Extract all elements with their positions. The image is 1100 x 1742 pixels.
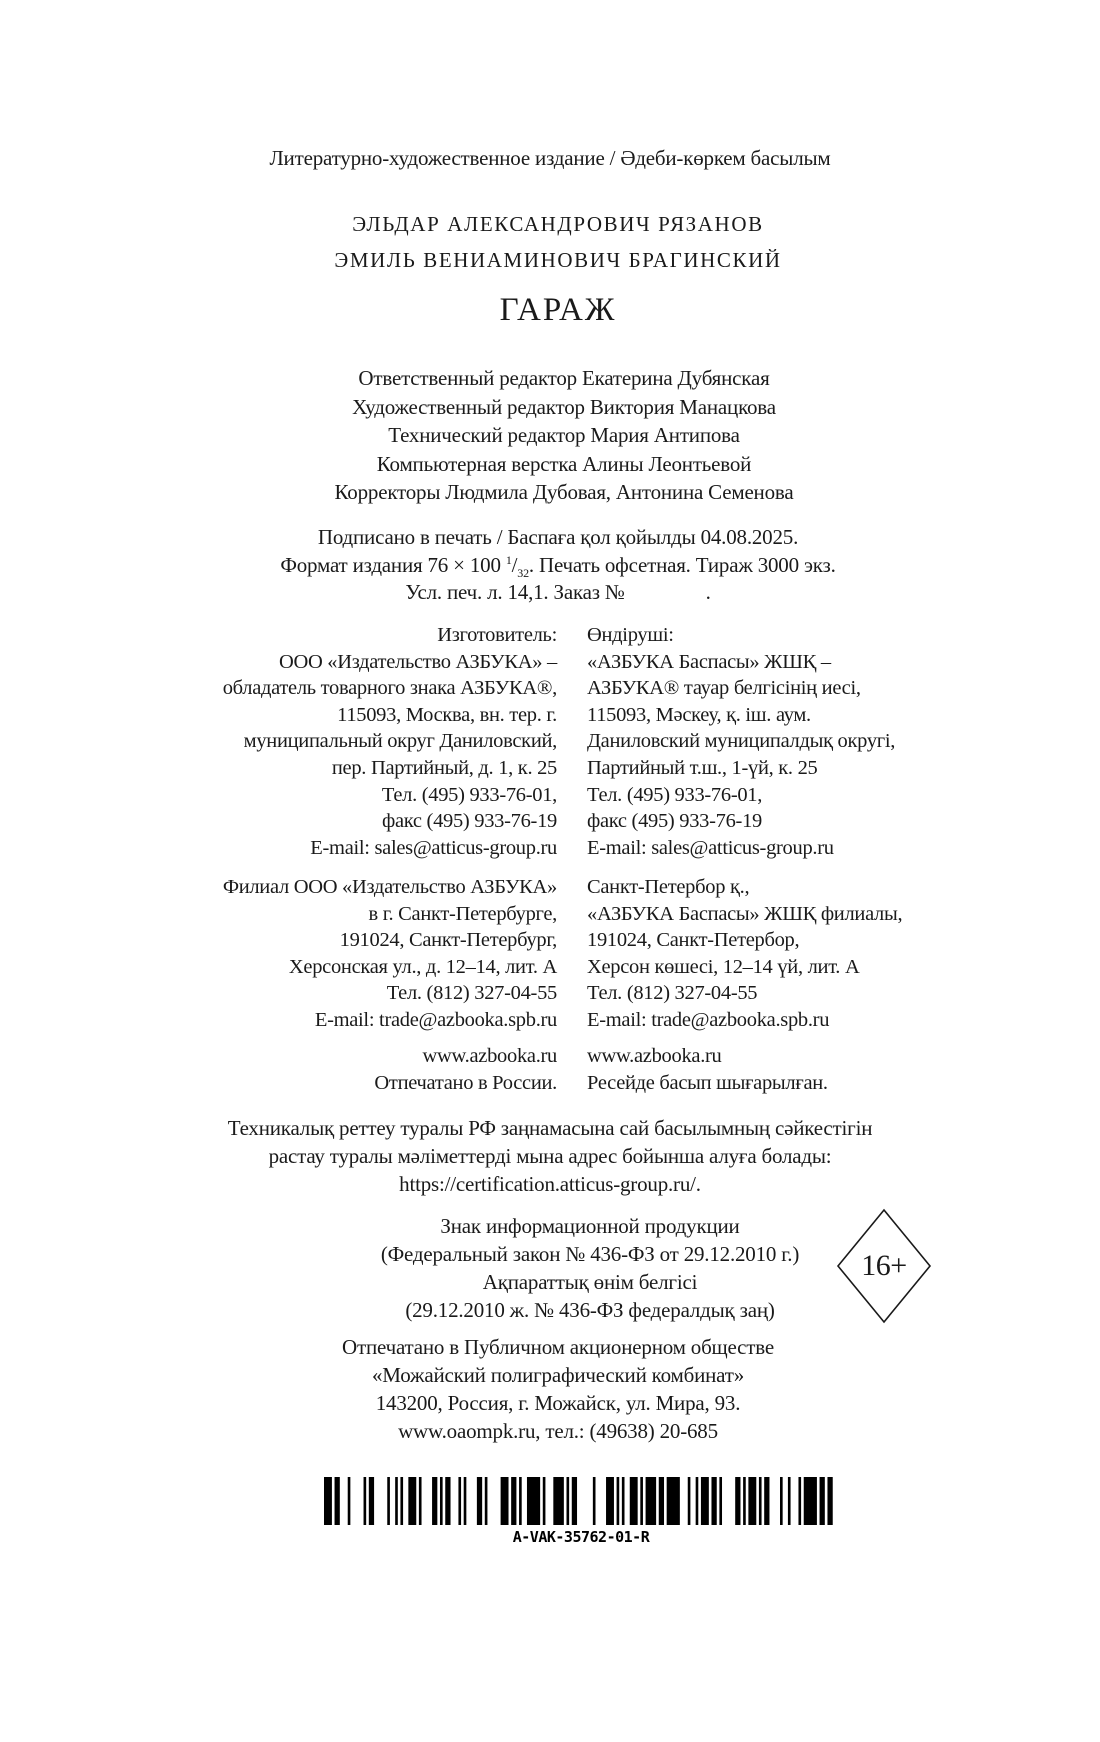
age-notice-block: [340, 1212, 840, 1324]
printer-line: «Можайский полиграфический комбинат»: [372, 1363, 744, 1387]
format-suffix: . Печать офсетная. Тираж 3000 экз.: [528, 552, 836, 577]
printer-block: [8, 1333, 1100, 1445]
certification-url: https://certification.atticus-group.ru/.: [399, 1172, 701, 1196]
manufacturer-ru-line: 115093, Москва, вн. тер. г.: [337, 703, 557, 726]
manufacturer-ru-line: Тел. (495) 933-76-01,: [381, 783, 557, 806]
certification-line: растау туралы мәліметтерді мына адрес бойынша алуға болады:: [268, 1144, 832, 1168]
credit-art-editor: Художественный редактор Виктория Манацкова: [352, 394, 776, 419]
manufacturer-ru: [223, 622, 557, 861]
credit-proofreaders: Корректоры Людмила Дубовая, Антонина Семенова: [334, 480, 794, 505]
manufacturer-ru-line: муниципальный округ Даниловский,: [243, 730, 557, 753]
branch-ru-line: Филиал ООО «Издательство АЗБУКА»: [222, 876, 557, 898]
manufacturer-kz-line: Өндіруші:: [587, 624, 674, 646]
manufacturer-ru-line: обладатель товарного знака АЗБУКА®,: [222, 677, 557, 700]
signed-to-print: Подписано в печать / Баспаға қол қойылды 04.08.2025.: [317, 525, 799, 549]
branch-kz-line: Санкт-Петербор қ.,: [587, 876, 750, 898]
manufacturer-kz-line: АЗБУКА® тауар белгісінің иесі,: [587, 677, 861, 700]
credits-block: [14, 364, 1100, 507]
manufacturer-ru-line: пер. Партийный, д. 1, к. 25: [331, 756, 557, 779]
branch-kz-line: «АЗБУКА Баспасы» ЖШҚ филиалы,: [587, 902, 903, 925]
sheets-prefix: Усл. печ. л. 14,1. Заказ №: [405, 580, 625, 604]
manufacturer-kz-line: факс (495) 933-76-19: [587, 810, 762, 833]
manufacturer-ru-email: E-mail: sales@atticus-group.ru: [310, 836, 557, 859]
manufacturer-ru-line: ООО «Издательство АЗБУКА» –: [278, 650, 557, 673]
branch-kz-line: Херсон көшесі, 12–14 үй, лит. А: [587, 955, 860, 978]
printed-in-kz: Ресейде басып шығарылған.: [587, 1071, 828, 1094]
age-notice-line: (Федеральный закон № 436-ФЗ от 29.12.2010 г.): [380, 1242, 800, 1266]
manufacturer-kz: [587, 622, 895, 861]
branch-kz-line: 191024, Санкт-Петербор,: [587, 929, 800, 952]
genre-line: Литературно-художественное издание / Әдеби-көркем басылым: [269, 146, 831, 170]
book-title: ГАРАЖ: [499, 292, 617, 328]
printed-in-ru: Отпечатано в России.: [374, 1071, 557, 1094]
format-fraction-numerator: 1: [505, 552, 512, 567]
web-ru: [374, 1043, 557, 1096]
print-info-block: [8, 524, 1100, 607]
manufacturer-ru-line: факс (495) 933-76-19: [382, 810, 557, 833]
author-1: ЭЛЬДАР АЛЕКСАНДРОВИЧ РЯЗАНОВ: [352, 212, 764, 236]
certification-line: Техникалық реттеу туралы РФ заңнамасына сай басылымның сәйкестігін: [227, 1116, 873, 1140]
manufacturer-kz-line: Тел. (495) 933-76-01,: [587, 783, 763, 806]
format-fraction-slash: /: [511, 552, 518, 577]
age-rating-label: 16+: [861, 1249, 907, 1282]
certification-block: [0, 1114, 1100, 1198]
barcode-label: A-VAK-35762-01-R: [512, 1528, 650, 1546]
age-notice-line: (29.12.2010 ж. № 436-ФЗ федералдық заң): [405, 1298, 775, 1322]
format-prefix: Формат издания 76 × 100: [280, 552, 506, 577]
printer-contacts: www.oaompk.ru, тел.: (49638) 20-685: [398, 1419, 718, 1443]
manufacturer-kz-line: Партийный т.ш., 1-үй, к. 25: [587, 756, 818, 779]
order-number-blank: [625, 580, 706, 604]
credit-layout: Компьютерная верстка Алины Леонтьевой: [376, 451, 752, 476]
branch-ru-line: в г. Санкт-Петербурге,: [368, 902, 557, 925]
branch-kz-line: Тел. (812) 327-04-55: [587, 982, 758, 1005]
manufacturer-kz-email: E-mail: sales@atticus-group.ru: [587, 836, 834, 859]
format-line: [8, 552, 1100, 580]
branch-ru: [223, 874, 557, 1034]
website-kz: www.azbooka.ru: [587, 1045, 722, 1067]
printer-line: 143200, Россия, г. Можайск, ул. Мира, 93.: [375, 1391, 741, 1415]
age-rating-badge: [834, 1206, 934, 1326]
branch-ru-email: E-mail: trade@azbooka.spb.ru: [314, 1008, 557, 1031]
credit-technical-editor: Технический редактор Мария Антипова: [388, 423, 740, 448]
website-ru: www.azbooka.ru: [422, 1045, 557, 1067]
branch-ru-line: 191024, Санкт-Петербург,: [339, 929, 557, 952]
format-fraction-denominator: 32: [517, 565, 529, 580]
manufacturer-kz-line: Даниловский муниципалдық округі,: [587, 730, 896, 753]
credit-responsible-editor: Ответственный редактор Екатерина Дубянская: [358, 366, 770, 390]
branch-kz-email: E-mail: trade@azbooka.spb.ru: [587, 1008, 830, 1031]
manufacturer-ru-line: Изготовитель:: [437, 624, 557, 646]
sheets-order-line: [8, 579, 1100, 607]
branch-ru-line: Херсонская ул., д. 12–14, лит. А: [288, 955, 557, 978]
author-2: ЭМИЛЬ ВЕНИАМИНОВИЧ БРАГИНСКИЙ: [334, 248, 782, 272]
manufacturer-kz-line: 115093, Мәскеу, қ. іш. аум.: [587, 703, 811, 726]
manufacturer-kz-line: «АЗБУКА Баспасы» ЖШҚ –: [587, 650, 831, 673]
branch-kz: [587, 874, 902, 1034]
barcode-icon: [324, 1477, 838, 1525]
age-notice-line: Ақпараттық өнім белгісі: [482, 1270, 698, 1294]
branch-ru-line: Тел. (812) 327-04-55: [386, 982, 557, 1005]
web-kz: [587, 1043, 828, 1096]
printer-line: Отпечатано в Публичном акционерном обществе: [342, 1335, 774, 1359]
sheets-suffix: .: [705, 580, 711, 604]
age-notice-line: Знак информационной продукции: [440, 1214, 740, 1238]
